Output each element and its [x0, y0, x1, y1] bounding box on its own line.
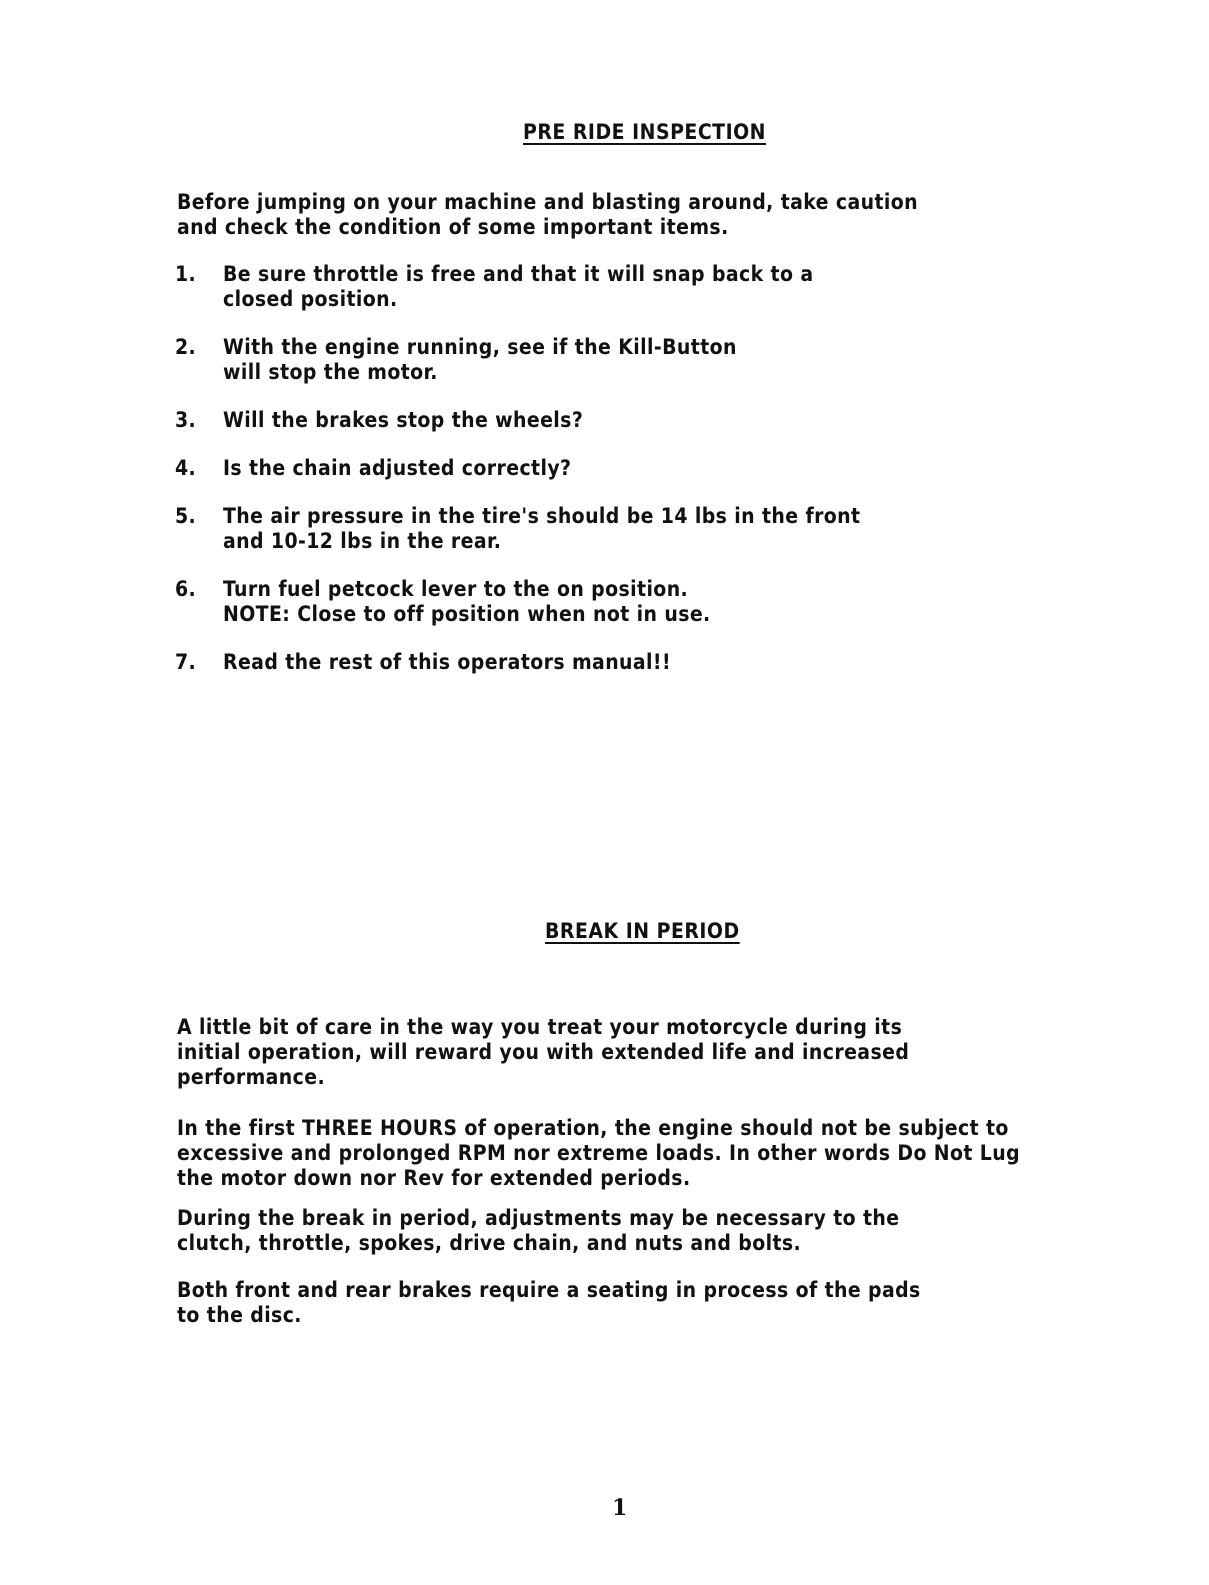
- text-line: NOTE: Close to off position when not in use.: [223, 602, 711, 626]
- text-line: In the first THREE HOURS of operation, the engine should not be subject to: [177, 1116, 1009, 1140]
- item-number: 7.: [175, 650, 197, 674]
- list-item: [175, 335, 860, 385]
- break-in-paragraph-4: [177, 1278, 1077, 1328]
- text-line: During the break in period, adjustments may be necessary to the: [177, 1206, 900, 1230]
- text-line: clutch, throttle, spokes, drive chain, and nuts and bolts.: [177, 1231, 802, 1255]
- text-line: Will the brakes stop the wheels?: [223, 408, 584, 432]
- list-item: [175, 456, 860, 481]
- text-line: With the engine running, see if the Kill-Button: [223, 335, 737, 359]
- text-line: and check the condition of some important items.: [177, 215, 729, 239]
- text-line: A little bit of care in the way you treat your motorcycle during its: [177, 1015, 903, 1039]
- heading-break-in-period: BREAK IN PERIOD: [545, 919, 740, 943]
- list-item: [175, 408, 860, 433]
- break-in-paragraph-2: [177, 1116, 1077, 1191]
- text-line: the motor down nor Rev for extended periods.: [177, 1166, 691, 1190]
- text-line: excessive and prolonged RPM nor extreme loads. In other words Do Not Lug: [177, 1141, 1021, 1165]
- text-line: performance.: [177, 1065, 326, 1089]
- list-item: [175, 262, 860, 312]
- text-line: closed position.: [223, 287, 398, 311]
- text-line: Before jumping on your machine and blasting around, take caution: [177, 190, 918, 214]
- item-number: 5.: [175, 504, 197, 528]
- item-number: 6.: [175, 577, 197, 601]
- list-item: [175, 650, 860, 675]
- page-number: 1: [612, 1495, 628, 1521]
- text-line: to the disc.: [177, 1303, 302, 1327]
- text-line: Both front and rear brakes require a seating in process of the pads: [177, 1278, 921, 1302]
- break-in-paragraph-3: [177, 1206, 1077, 1256]
- item-number: 4.: [175, 456, 197, 480]
- text-line: will stop the motor.: [223, 360, 438, 384]
- item-number: 2.: [175, 335, 197, 359]
- text-line: initial operation, will reward you with extended life and increased: [177, 1040, 910, 1064]
- text-line: Read the rest of this operators manual!!: [223, 650, 671, 674]
- intro-paragraph: [177, 190, 1077, 240]
- inspection-checklist: [175, 262, 860, 698]
- break-in-paragraph-1: [177, 1015, 1077, 1090]
- text-line: Is the chain adjusted correctly?: [223, 456, 572, 480]
- list-item: [175, 577, 860, 627]
- text-line: Be sure throttle is free and that it will snap back to a: [223, 262, 814, 286]
- heading-pre-ride-inspection: PRE RIDE INSPECTION: [523, 120, 766, 144]
- item-number: 3.: [175, 408, 197, 432]
- text-line: and 10-12 lbs in the rear.: [223, 529, 502, 553]
- list-item: [175, 504, 860, 554]
- text-line: The air pressure in the tire's should be 14 lbs in the front: [223, 504, 861, 528]
- text-line: Turn fuel petcock lever to the on position.: [223, 577, 689, 601]
- item-number: 1.: [175, 262, 197, 286]
